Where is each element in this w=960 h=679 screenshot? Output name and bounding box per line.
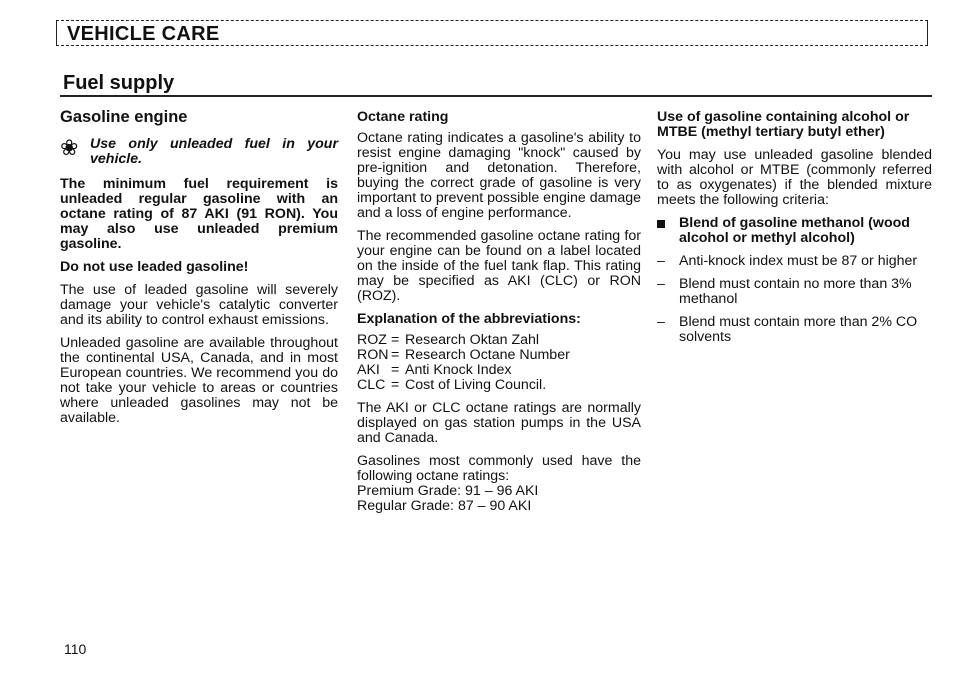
premium-grade: Premium Grade: 91 – 96 AKI	[357, 483, 539, 499]
abbreviation-row: ROZ = Research Oktan Zahl	[357, 332, 540, 348]
leaded-warning: Do not use leaded gasoline!	[60, 259, 249, 275]
abbreviations-heading: Explanation of the abbreviations:	[357, 311, 581, 327]
alcohol-mtbe-heading: Use of gasoline containing alcohol or MTBE (methyl tertiary butyl ether)	[657, 109, 910, 140]
column-alcohol-mtbe	[657, 110, 932, 353]
square-bullet-icon	[657, 216, 679, 246]
abbreviation-row: CLC = Cost of Living Council.	[357, 377, 547, 393]
octane-rating-heading: Octane rating	[357, 109, 449, 125]
page-number: 110	[64, 641, 87, 657]
abbreviation-row: RON = Research Octane Number	[357, 347, 570, 363]
octane-label-paragraph: The recommended gasoline octane rating for your engine can be found on a label located on the inside of the fuel tank flap. This rating may be specified as AKI (CLC) or RON (ROZ).	[357, 228, 641, 304]
column-gasoline-engine	[60, 110, 338, 434]
methanol-blend-heading: Blend of gasoline methanol (wood alcohol or methyl alcohol)	[657, 216, 932, 246]
regular-grade: Regular Grade: 87 – 90 AKI	[357, 498, 532, 514]
pump-display-paragraph: The AKI or CLC octane ratings are normally displayed on gas station pumps in the USA and Canada.	[357, 400, 641, 446]
environment-note	[60, 137, 338, 167]
page-header	[56, 20, 928, 46]
header-title: VEHICLE CARE	[67, 23, 220, 45]
abbreviation-row: AKI = Anti Knock Index	[357, 362, 512, 378]
section-title: Fuel supply	[63, 72, 175, 94]
list-item: – Blend must contain no more than 3% methanol	[657, 276, 912, 307]
column-octane-rating	[357, 110, 641, 514]
blend-intro-paragraph: You may use unleaded gasoline blended with alcohol or MTBE (commonly referred to as oxygenates) if the blended mixture meets the following criteria:	[657, 147, 932, 208]
section-divider	[60, 95, 932, 97]
list-item: – Blend must contain more than 2% CO solvents	[657, 314, 918, 345]
note-text: Use only unleaded fuel in your vehicle.	[90, 136, 338, 167]
abbreviation-list	[357, 333, 641, 393]
list-item: – Anti-knock index must be 87 or higher	[657, 253, 918, 269]
minimum-fuel-paragraph: The minimum fuel requirement is unleaded regular gasoline with an octane rating of 87 AKI (91 RON). You may also use unleaded premium gasoline.	[60, 176, 338, 252]
common-ratings-paragraph: Gasolines most commonly used have the following octane ratings:	[357, 453, 641, 484]
flower-icon: ❀	[60, 135, 79, 160]
octane-intro-paragraph: Octane rating indicates a gasoline's ability to resist engine damaging "knock" caused by pre-ignition and detonation. Therefore, buying the correct grade of gasoline is very important to prevent possible engine damage and a loss of engine performance.	[357, 130, 641, 221]
gasoline-engine-heading: Gasoline engine	[60, 108, 188, 126]
leaded-damage-paragraph: The use of leaded gasoline will severely damage your vehicle's catalytic converter and its ability to control exhaust emissions.	[60, 282, 338, 328]
availability-paragraph: Unleaded gasoline are available throughout the continental USA, Canada, and in most European countries. We recommend you do not take your vehicle to areas or countries where unleaded gasolines may not be available.	[60, 335, 338, 426]
